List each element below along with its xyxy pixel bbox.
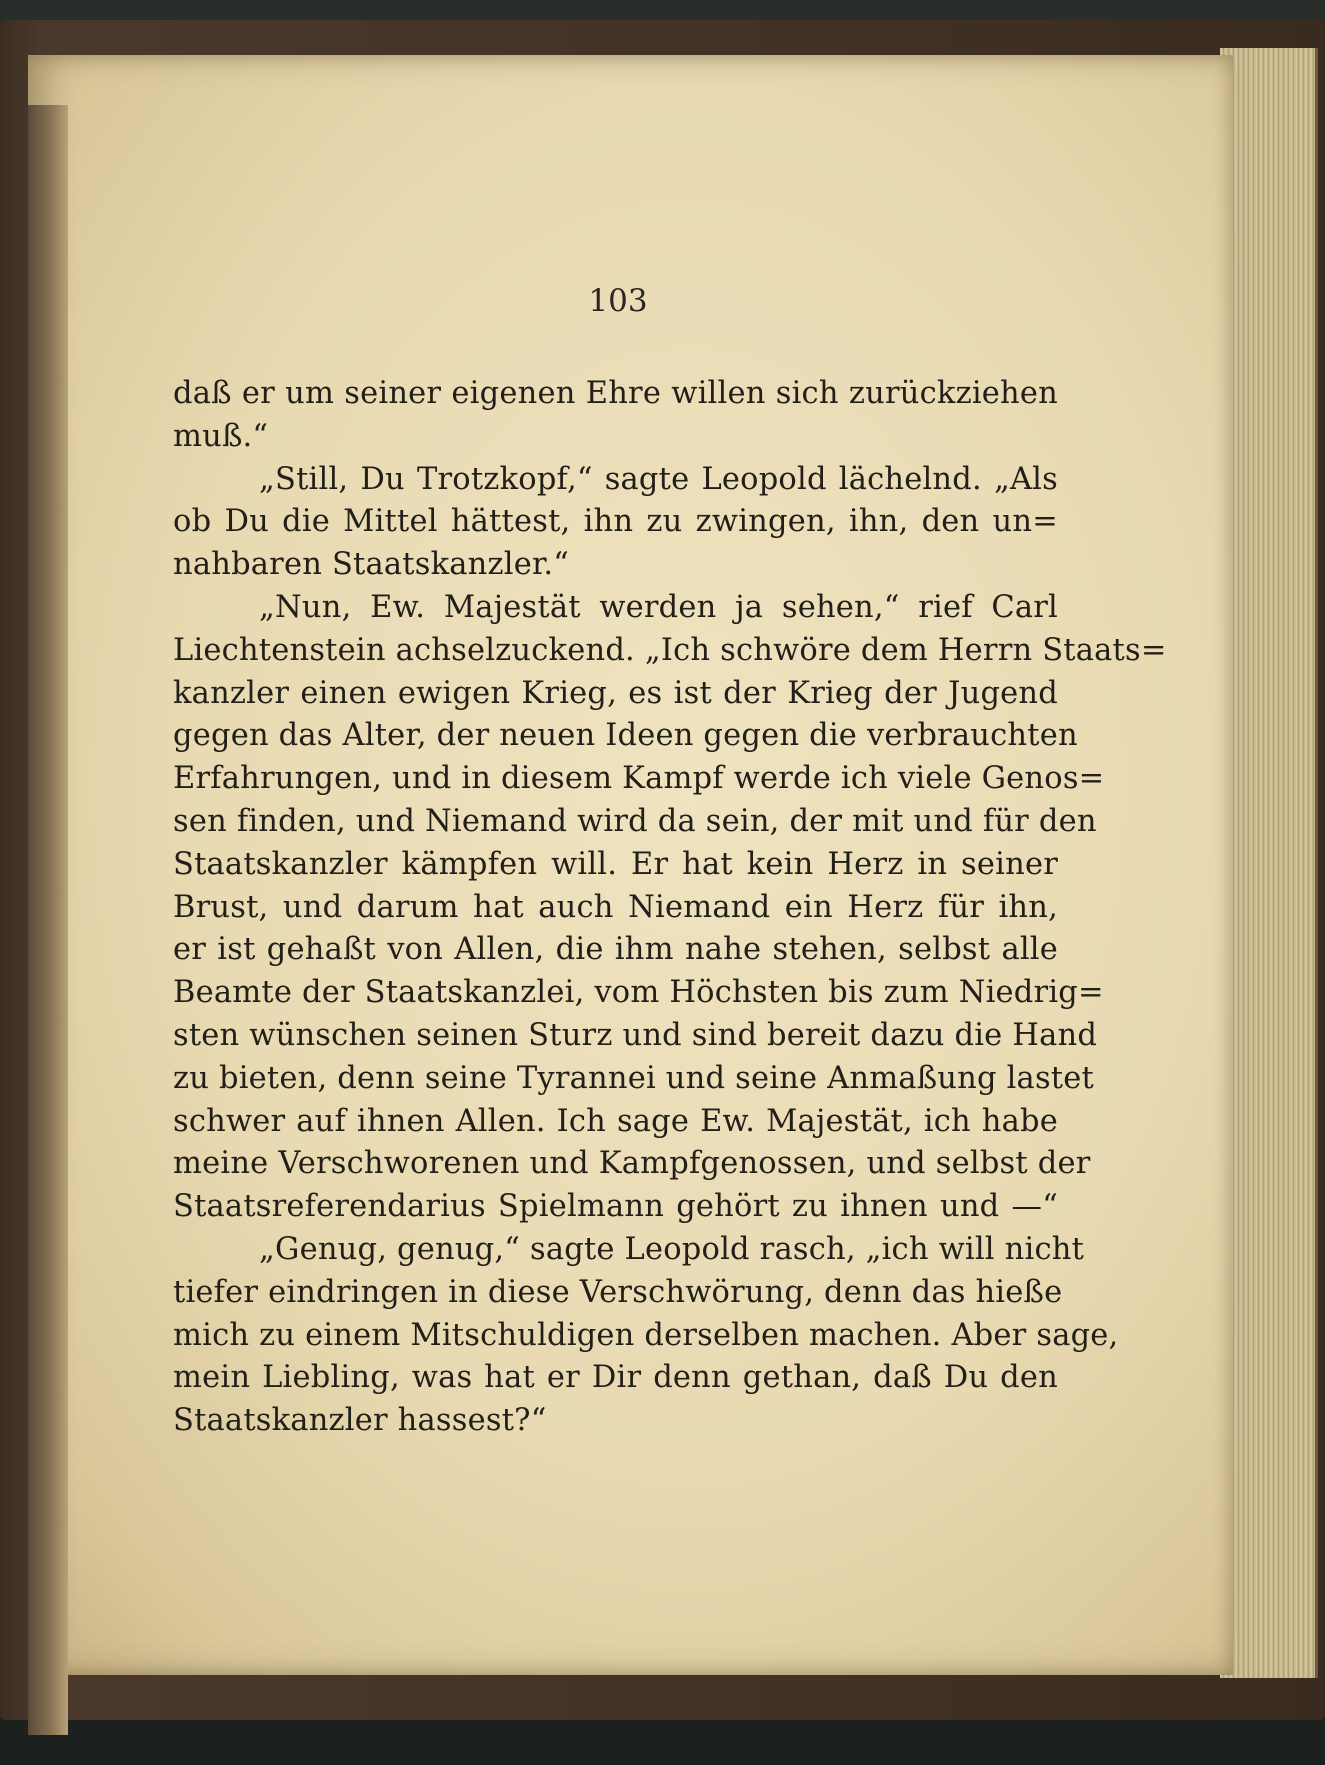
page-edges [1220, 48, 1318, 1678]
text-line: daß er um seiner eigenen Ehre willen sich zurückziehen [173, 376, 1058, 411]
text-line: Beamte der Staatskanzlei, vom Höchsten bis zum Niedrig= [173, 975, 1104, 1011]
text-line: Brust, und darum hat auch Niemand ein Herz für ihn, [173, 889, 1058, 925]
body-text [173, 373, 1167, 1443]
text-line: „Genug, genug,“ sagte Leopold rasch, „ich will nicht [259, 1231, 1085, 1267]
text-line: schwer auf ihnen Allen. Ich sage Ew. Majestät, ich habe [173, 1103, 1058, 1139]
text-line: sten wünschen seinen Sturz und sind bereit dazu die Hand [173, 1017, 1098, 1053]
text-line: zu bieten, denn seine Tyrannei und seine Anmaßung lastet [173, 1060, 1094, 1096]
page-number: 103 [588, 283, 648, 319]
text-line: mein Liebling, was hat er Dir denn gethan, daß Du den [173, 1360, 1058, 1396]
text-line: kanzler einen ewigen Krieg, es ist der Krieg der Jugend [173, 675, 1058, 711]
text-line: Staatsreferendarius Spielmann gehört zu ihnen und —“ [173, 1189, 1058, 1225]
text-line: mich zu einem Mitschuldigen derselben machen. Aber sage, [173, 1317, 1119, 1353]
book-page [28, 55, 1233, 1675]
text-line: ob Du die Mittel hättest, ihn zu zwingen, ihn, den un= [173, 504, 1058, 540]
text-line: er ist gehaßt von Allen, die ihm nahe stehen, selbst alle [173, 932, 1058, 968]
text-line: sen finden, und Niemand wird da sein, der mit und für den [173, 803, 1097, 839]
text-line: muß.“ [173, 418, 269, 454]
text-line: tiefer eindringen in diese Verschwörung, denn das hieße [173, 1274, 1063, 1310]
text-line: gegen das Alter, der neuen Ideen gegen die verbrauchten [173, 718, 1078, 754]
text-line: „Nun, Ew. Majestät werden ja sehen,“ rief Carl [259, 589, 1058, 625]
text-line: Liechtenstein achselzuckend. „Ich schwöre dem Herrn Staats= [173, 632, 1167, 668]
gutter-shadow [28, 105, 68, 1735]
text-line: „Still, Du Trotzkopf,“ sagte Leopold lächelnd. „Als [259, 461, 1058, 497]
text-line: Staatskanzler kämpfen will. Er hat kein Herz in seiner [173, 846, 1058, 882]
text-line: Erfahrungen, und in diesem Kampf werde ich viele Genos= [173, 761, 1105, 797]
text-line: nahbaren Staatskanzler.“ [173, 547, 570, 583]
text-line: meine Verschworenen und Kampfgenossen, und selbst der [173, 1146, 1091, 1182]
text-line: Staatskanzler hassest?“ [173, 1403, 547, 1439]
